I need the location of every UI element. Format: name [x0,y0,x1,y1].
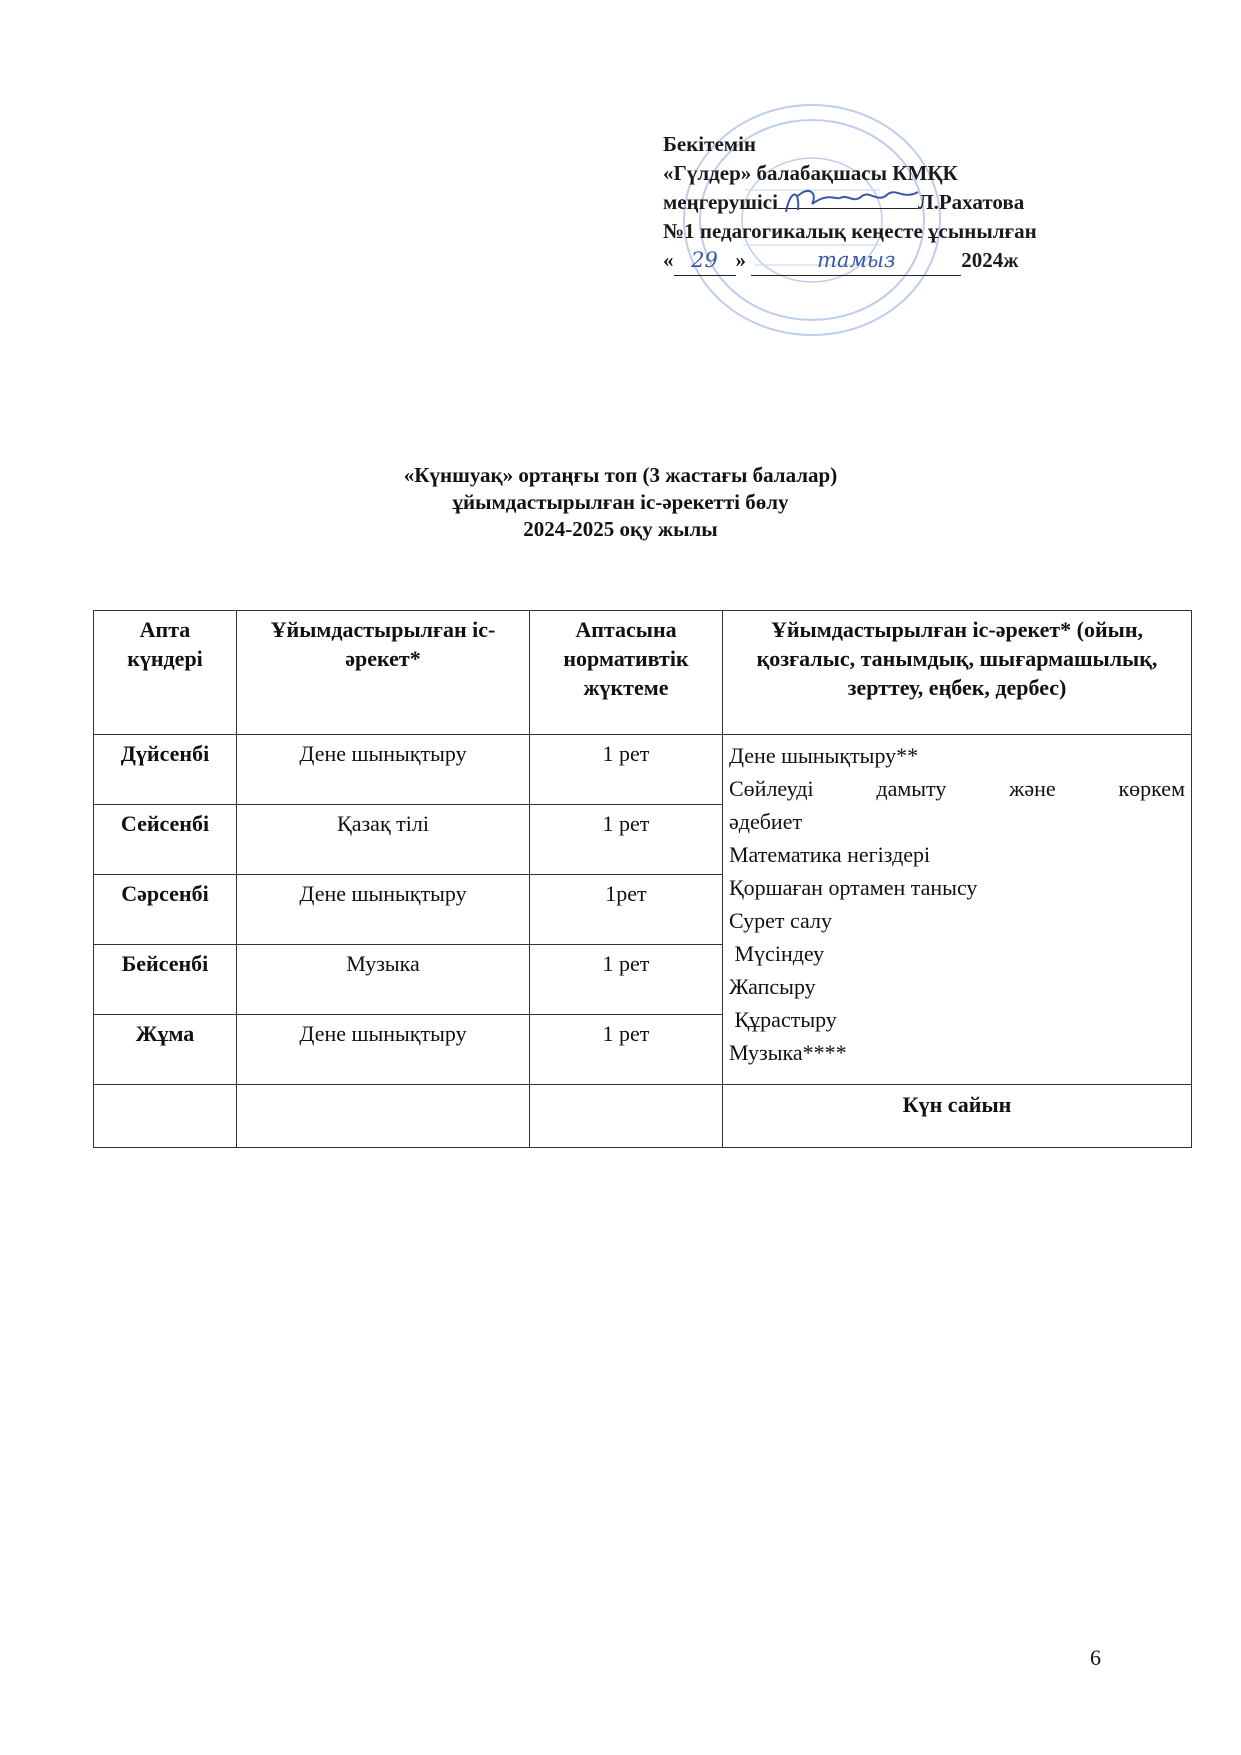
page-number: 6 [1090,1645,1101,1670]
table-header-row [94,611,1192,735]
handwritten-signature [778,182,928,222]
day-cell: Сейсенбі [94,805,237,875]
list-item: Сурет салу [729,908,832,933]
approval-block [663,130,1163,276]
day-cell: Бейсенбі [94,945,237,1015]
list-item: Математика негіздері [729,842,931,867]
activity-cell: Музыка [237,945,530,1015]
title-line-1: «Күншуақ» ортаңғы топ (3 жастағы балалар) [403,463,838,487]
head-name: Л.Рахатова [917,190,1025,214]
empty-cell [530,1085,723,1148]
day-cell: Сәрсенбі [94,875,237,945]
load-cell: 1 рет [530,805,723,875]
signature-field [778,208,918,209]
document-title [0,462,1241,543]
title-line-3: 2024-2025 оқу жылы [523,517,718,541]
list-item: Сөйлеуді дамыту және көркем [729,776,1185,801]
head-signature-line [663,188,1163,217]
load-cell: 1рет [530,875,723,945]
empty-cell [94,1085,237,1148]
activity-cell: Дене шынықтыру [237,735,530,805]
list-item: Мүсіндеу [729,941,825,966]
date-day: 29 [674,246,736,276]
list-item: Жапсыру [729,974,816,999]
table-row [94,735,1192,805]
council-note: №1 педагогикалық кеңесте ұсынылған [663,219,1037,243]
approval-heading: Бекітемін [663,132,757,156]
header-activity-types: Ұйымдастырылған іс-әрекет* (ойын, қозғалыс, танымдық, шығармашылық, зерттеу, еңбек, дербес) [723,611,1192,735]
list-item: Дене шынықтыру** [729,743,919,768]
date-year: 2024ж [961,248,1019,272]
activity-cell: Дене шынықтыру [237,1015,530,1085]
title-line-2: ұйымдастырылған іс-әрекетті бөлу [452,490,789,514]
head-label: меңгерушісі [663,190,778,214]
activity-cell: Қазақ тілі [237,805,530,875]
activity-cell: Дене шынықтыру [237,875,530,945]
header-activity: Ұйымдастырылған іс-әрекет* [237,611,530,735]
load-cell: 1 рет [530,735,723,805]
day-cell: Жұма [94,1015,237,1085]
activity-list-cell [723,735,1192,1085]
list-item: Құрастыру [729,1007,837,1032]
load-cell: 1 рет [530,1015,723,1085]
date-month: тамыз [751,246,961,276]
schedule-table [93,610,1192,1148]
day-cell: Дүйсенбі [94,735,237,805]
header-weekly-load: Аптасына нормативтік жүктеме [530,611,723,735]
empty-cell [237,1085,530,1148]
kindergarten-name: «Гүлдер» балабақшасы КМҚК [663,161,958,185]
list-item: Қоршаған ортамен танысу [729,875,978,900]
header-week-days: Апта күндері [94,611,237,735]
load-cell: 1 рет [530,945,723,1015]
list-item: Музыка**** [729,1040,847,1065]
table-row [94,1085,1192,1148]
approval-date: « 29 » тамыз 2024ж [663,246,1163,276]
list-item: әдебиет [729,809,803,834]
daily-cell: Күн сайын [723,1085,1192,1148]
